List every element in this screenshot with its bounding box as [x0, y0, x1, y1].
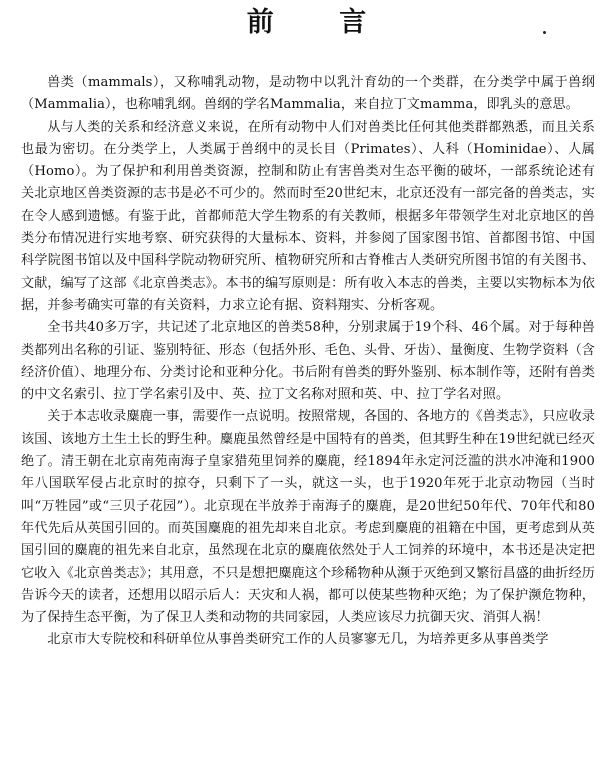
paragraph-milu-deer: 关于本志收录麋鹿一事，需要作一点说明。按照常规，各国的、各地方的《兽类志》，只应收录该国、该地方土生土长的野生种。麋鹿虽然曾经是中国特有的兽类，但其野生种在19世纪就已经灭绝了。清王朝在北京南苑南海子皇家猎苑里饲养的麋鹿，经1894年永定河泛滥的洪水冲淹和1900年八国联军侵占北京时的掠夺，只剩下了一头，就这一头，也于1920年死于北京动物园（当时叫“万牲园”或“三贝子花园”）。北京现在半放养于南海子的麋鹿，是20世纪50年代、70年代和80年代先后从英国引回的。而英国麋鹿的祖先却来自北京。考虑到麋鹿的祖籍在中国，更考虑到从英国引回的麋鹿的祖先来自北京，虽然现在北京的麋鹿依然处于人工饲养的环境中，本书还是决定把它收入《北京兽类志》；其用意，不只是想把麋鹿这个珍稀物种从濒于灭绝到又繁衍昌盛的曲折经历告诉今天的读者，还想用以昭示后人：天灾和人祸，都可以使某些物种灭绝；为了保护濒危物种，为了保持生态平衡，为了保卫人类和动物的共同家园，人类应该尽力抗御天灾、消弭人祸！	[21, 409, 595, 626]
paragraph-researchers: 北京市大专院校和科研单位从事兽类研究工作的人员寥寥无几，为培养更多从事兽类学	[47, 632, 549, 648]
body-text	[21, 72, 595, 652]
paragraph-mammals-definition: 兽类（mammals），又称哺乳动物，是动物中以乳汁育幼的一个类群，在分类学中属于兽纲（Mammalia），也称哺乳纲。兽纲的学名Mammalia，来自拉丁文mamma，即乳头的意思。	[21, 75, 595, 113]
paragraph-purpose: 从与人类的关系和经济意义来说，在所有动物中人们对兽类比任何其他类群都熟悉，而且关系也最为密切。在分类学上，人类属于兽纲中的灵长目（Primates）、人科（Hominidae）、人属（Homo）。为了保护和利用兽类资源，控制和防止有害兽类对生态平衡的破坏，一部系统论述有关北京地区兽类资源的志书是必不可少的。然而时至20世纪末，北京还没有一部完备的兽类志，实在令人感到遗憾。有鉴于此，首都师范大学生物系的有关教师，根据多年带领学生对北京地区的兽类分布情况进行实地考察、研究获得的大量标本、资料，并参阅了国家图书馆、首都图书馆、中国科学院图书馆以及中国科学院动物研究所、植物研究所和古脊椎古人类研究所图书馆的有关图书、文献，编写了这部《北京兽类志》。本书的编写原则是：所有收入本志的兽类，主要以实物标本为依据，并参考确实可靠的有关资料，力求立论有据、资料翔实、分析客观。	[21, 119, 595, 313]
page-title: 前 言	[246, 7, 395, 38]
ink-dot	[543, 31, 546, 34]
paragraph-contents: 全书共40多万字，共记述了北京地区的兽类58种，分别隶属于19个科、46个属。对于每种兽类都列出名称的引证、鉴别特征、形态（包括外形、毛色、头骨、牙齿）、量衡度、生物学资料（含经济价值）、地理分布、分类讨论和亚种分化。书后附有兽类的野外鉴别、标本制作等，还附有兽类的中文名索引、拉丁学名索引及中、英、拉丁文名称对照和英、中、拉丁学名对照。	[21, 320, 595, 403]
